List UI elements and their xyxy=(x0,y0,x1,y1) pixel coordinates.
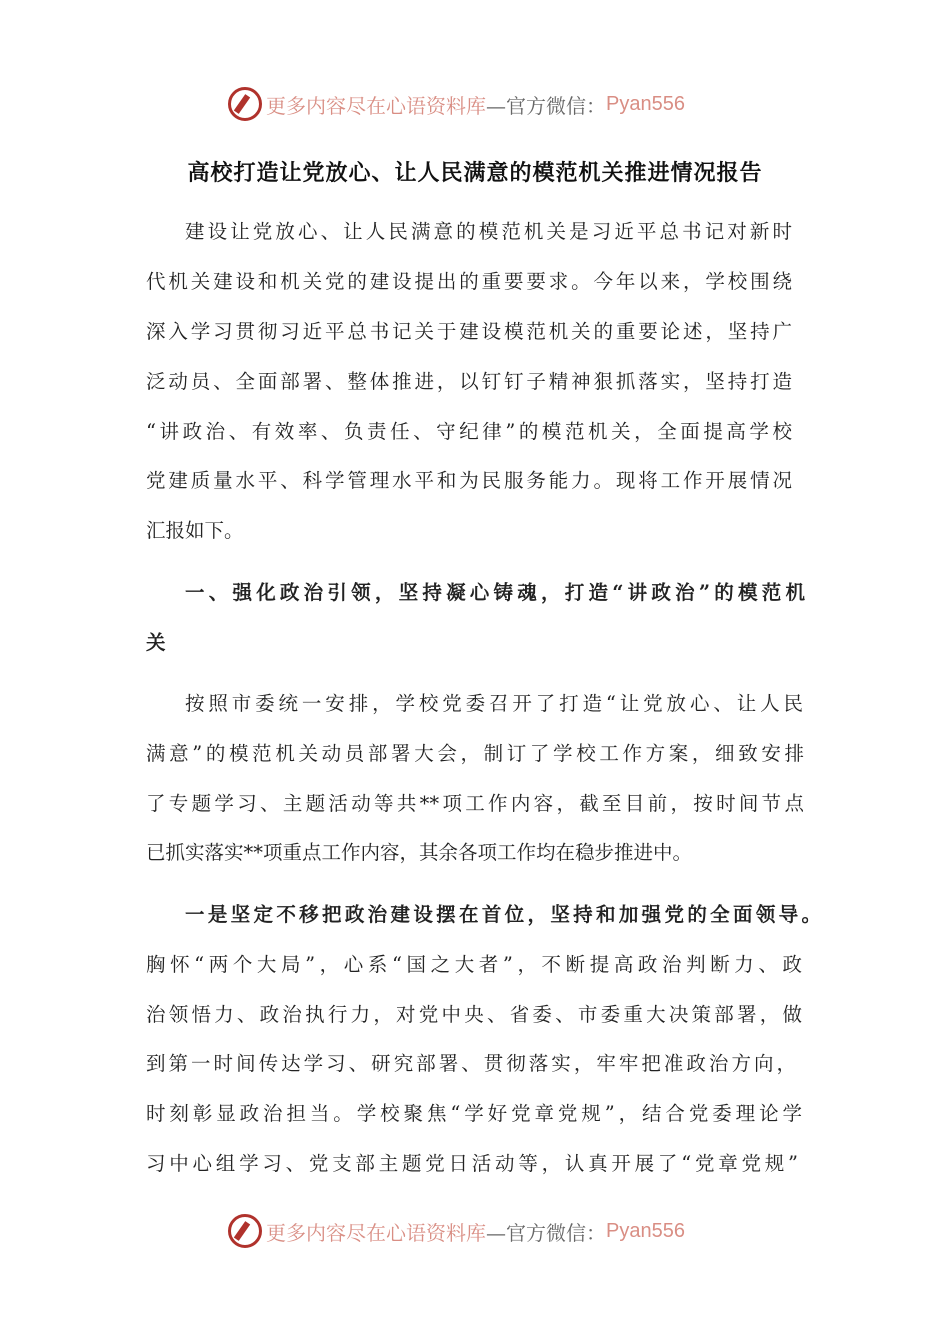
watermark-label: —官方微信： xyxy=(486,93,606,118)
pen-logo-icon xyxy=(228,1214,262,1248)
pen-logo-icon xyxy=(228,87,262,121)
section-heading: 一、强化政治引领，坚持凝心铸魂，打造“讲政治”的模范机 xyxy=(185,581,805,604)
paragraph-line: 时刻彰显政治担当。学校聚焦“学好党章党规”，结合党委理论学 xyxy=(146,1102,802,1125)
paragraph-line: 习中心组学习、党支部主题党日活动等，认真开展了“党章党规” xyxy=(146,1152,798,1175)
watermark-text: 更多内容尽在心语资料库 xyxy=(266,1220,486,1245)
subheading-line: 一是坚定不移把政治建设摆在首位，坚持和加强党的全面领导。 xyxy=(185,903,821,926)
watermark-text: 更多内容尽在心语资料库 xyxy=(266,93,486,118)
footer-watermark xyxy=(228,1213,685,1249)
paragraph-line: 了专题学习、主题活动等共**项工作内容，截至目前，按时间节点 xyxy=(146,792,804,815)
watermark-wechat-id: Pyan556 xyxy=(606,92,685,115)
paragraph-line: 泛动员、全面部署、整体推进，以钉钉子精神狠抓落实，坚持打造 xyxy=(146,370,792,393)
paragraph-line: 治领悟力、政治执行力，对党中央、省委、市委重大决策部署，做 xyxy=(146,1003,802,1026)
section-heading: 关 xyxy=(146,631,166,654)
document-title: 高校打造让党放心、让人民满意的模范机关推进情况报告 xyxy=(187,160,763,186)
paragraph-line: 到第一时间传达学习、研究部署、贯彻落实，牢牢把准政治方向， xyxy=(146,1052,796,1075)
paragraph-line: 代机关建设和机关党的建设提出的重要要求。今年以来，学校围绕 xyxy=(146,270,792,293)
paragraph-line: 建设让党放心、让人民满意的模范机关是习近平总书记对新时 xyxy=(185,220,792,243)
paragraph-line: “讲政治、有效率、负责任、守纪律”的模范机关，全面提高学校 xyxy=(146,420,792,443)
paragraph-line: 党建质量水平、科学管理水平和为民服务能力。现将工作开展情况 xyxy=(146,469,792,492)
paragraph-line: 按照市委统一安排，学校党委召开了打造“让党放心、让人民 xyxy=(185,692,803,715)
paragraph-line: 已抓实落实**项重点工作内容，其余各项工作均在稳步推进中。 xyxy=(146,841,693,864)
watermark-label: —官方微信： xyxy=(486,1220,606,1245)
watermark-wechat-id: Pyan556 xyxy=(606,1219,685,1242)
paragraph-line: 满意”的模范机关动员部署大会，制订了学校工作方案，细致安排 xyxy=(146,742,804,765)
paragraph-line: 汇报如下。 xyxy=(146,519,244,542)
header-watermark xyxy=(228,86,685,122)
paragraph-line: 深入学习贯彻习近平总书记关于建设模范机关的重要论述，坚持广 xyxy=(146,320,792,343)
paragraph-line: 胸怀“两个大局”，心系“国之大者”，不断提高政治判断力、政 xyxy=(146,953,802,976)
